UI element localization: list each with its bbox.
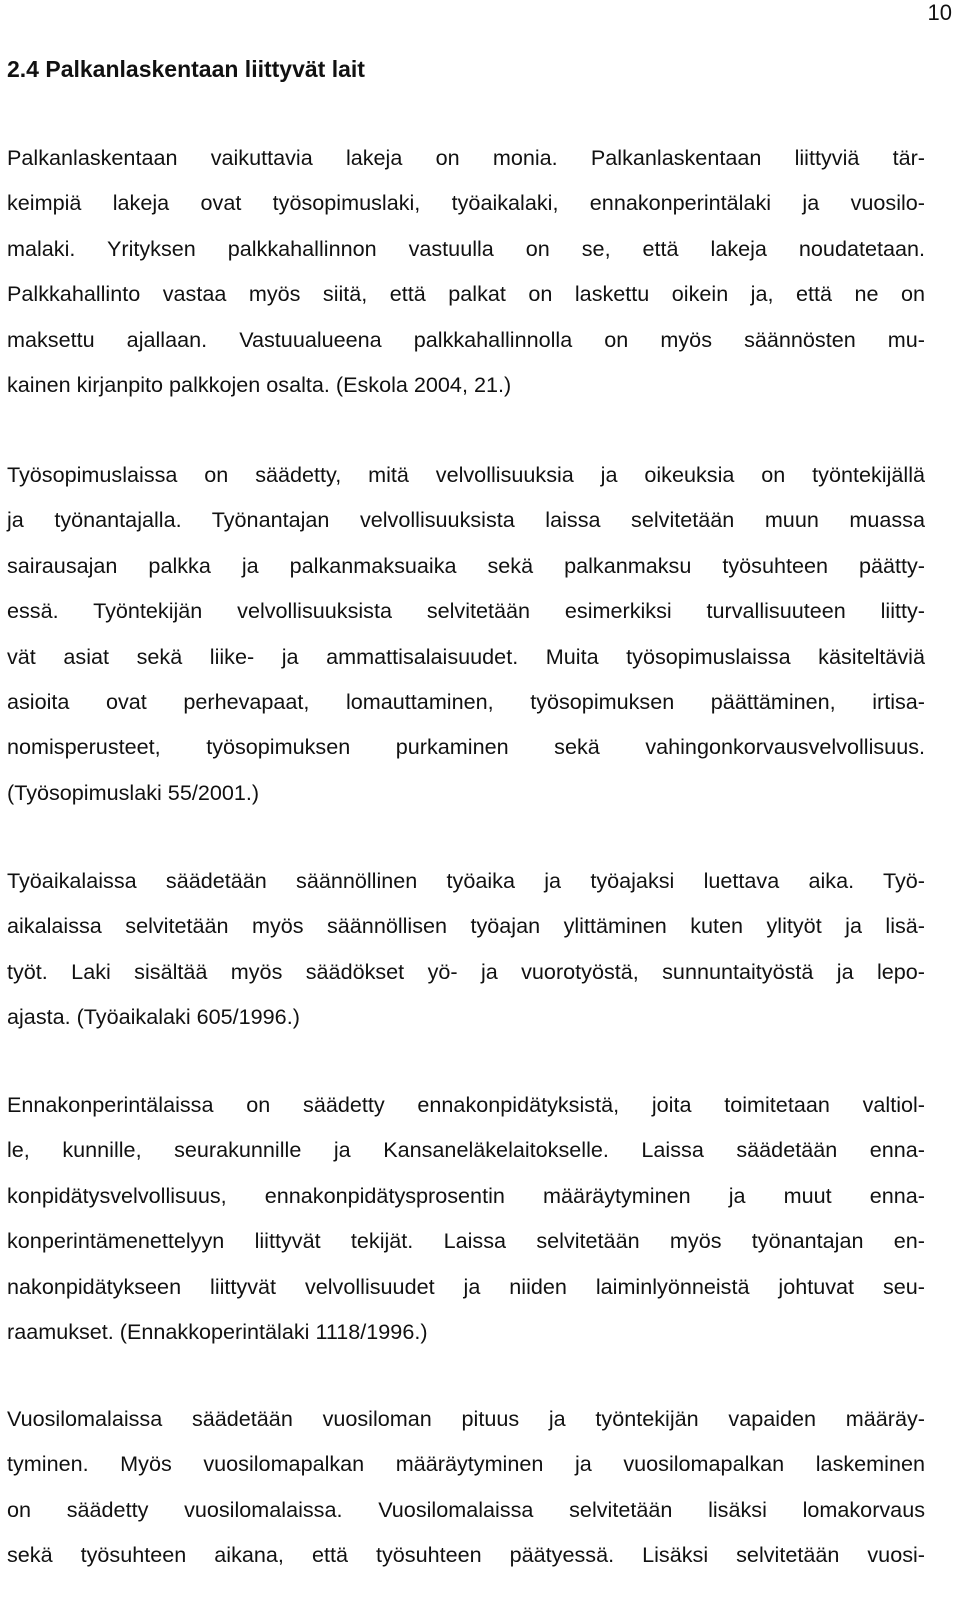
- text-line: konpidätysvelvollisuus, ennakonpidätysprosentin määräytyminen ja muut enna-: [7, 1182, 925, 1208]
- text-line: Työsopimuslaissa on säädetty, mitä velvollisuuksia ja oikeuksia on työntekijällä: [7, 462, 925, 487]
- text-line: Palkanlaskentaan vaikuttavia lakeja on monia. Palkanlaskentaan liittyviä tär-: [7, 145, 925, 170]
- text-line: le, kunnille, seurakunnille ja Kansaneläkelaitokselle. Laissa säädetään enna-: [7, 1137, 925, 1163]
- text-line: nakonpidätykseen liittyvät velvollisuudet ja niiden laiminlyönneistä johtuvat seu-: [7, 1273, 925, 1299]
- text-line: Palkkahallinto vastaa myös siitä, että palkat on laskettu oikein ja, että ne on: [7, 281, 925, 307]
- text-line: kainen kirjanpito palkkojen osalta. (Eskola 2004, 21.): [7, 372, 512, 398]
- text-line: raamukset. (Ennakkoperintälaki 1118/1996.): [7, 1319, 428, 1345]
- paragraph-prepayment-act: [7, 1082, 925, 1354]
- page-number: 10: [927, 0, 952, 25]
- text-line: malaki. Yrityksen palkkahallinnon vastuulla on se, että lakeja noudatetaan.: [7, 235, 925, 261]
- text-line: vät asiat sekä liike- ja ammattisalaisuudet. Muita työsopimuslaissa käsiteltäviä: [7, 643, 925, 669]
- text-line: asioita ovat perhevapaat, lomauttaminen, työsopimuksen päättäminen, irtisa-: [7, 689, 925, 715]
- paragraph-working-hours-act: [7, 858, 925, 1040]
- text-line: nomisperusteet, työsopimuksen purkaminen sekä vahingonkorvausvelvollisuus.: [7, 734, 925, 760]
- text-line: sairausajan palkka ja palkanmaksuaika sekä palkanmaksu työsuhteen päätty-: [7, 552, 925, 578]
- text-line: aikalaissa selvitetään myös säännöllisen työajan ylittäminen kuten ylityöt ja lisä-: [7, 913, 925, 939]
- text-line: ja työnantajalla. Työnantajan velvollisuuksista laissa selvitetään muun muassa: [7, 507, 925, 533]
- text-line: Työaikalaissa säädetään säännöllinen työaika ja työajaksi luettava aika. Työ-: [7, 868, 925, 893]
- text-line: essä. Työntekijän velvollisuuksista selvitetään esimerkiksi turvallisuuteen liitty-: [7, 598, 925, 624]
- paragraph-general: [7, 135, 925, 407]
- text-line: Vuosilomalaissa säädetään vuosiloman pituus ja työntekijän vapaiden määräy-: [7, 1406, 925, 1431]
- paragraph-annual-holidays-act: [7, 1396, 925, 1578]
- text-line: keimpiä lakeja ovat työsopimuslaki, työaikalaki, ennakonperintälaki ja vuosilo-: [7, 190, 925, 216]
- text-line: tyminen. Myös vuosilomapalkan määräytyminen ja vuosilomapalkan laskeminen: [7, 1451, 925, 1477]
- text-line: konperintämenettelyyn liittyvät tekijät. Laissa selvitetään myös työnantajan en-: [7, 1228, 925, 1254]
- text-line: Ennakonperintälaissa on säädetty ennakonpidätyksistä, joita toimitetaan valtiol-: [7, 1092, 925, 1117]
- text-line: on säädetty vuosilomalaissa. Vuosilomalaissa selvitetään lisäksi lomakorvaus: [7, 1496, 925, 1522]
- text-line: sekä työsuhteen aikana, että työsuhteen päätyessä. Lisäksi selvitetään vuosi-: [7, 1542, 925, 1568]
- text-line: maksettu ajallaan. Vastuualueena palkkahallinnolla on myös säännösten mu-: [7, 326, 925, 352]
- paragraph-employment-contracts-act: [7, 452, 925, 815]
- text-line: (Työsopimuslaki 55/2001.): [7, 779, 260, 805]
- text-line: työt. Laki sisältää myös säädökset yö- ja vuorotyöstä, sunnuntaityöstä ja lepo-: [7, 958, 925, 984]
- section-heading: 2.4 Palkanlaskentaan liittyvät lait: [7, 56, 365, 82]
- text-line: ajasta. (Työaikalaki 605/1996.): [7, 1004, 300, 1030]
